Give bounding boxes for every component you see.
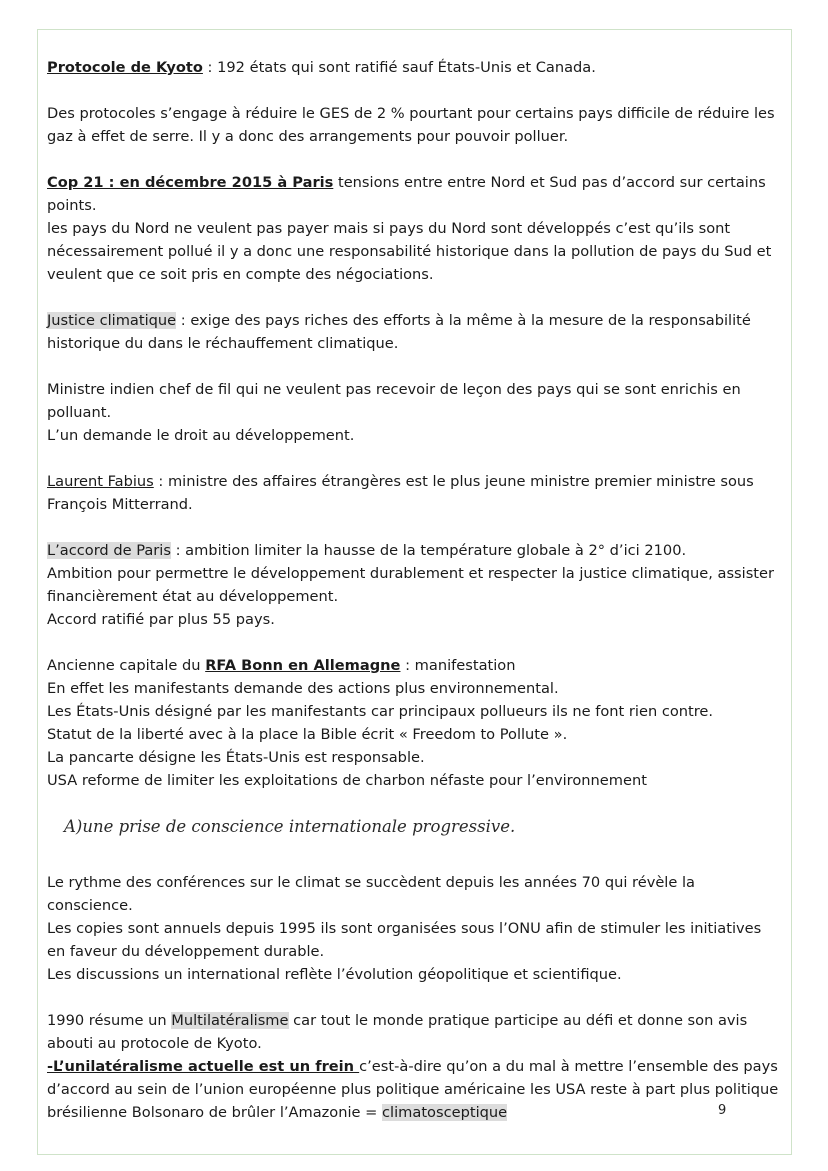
term-laurent-fabius: Laurent Fabius: [47, 473, 154, 490]
term-cop21: Cop 21 : en décembre 2015 à Paris: [47, 174, 334, 191]
term-rfa-bonn: RFA Bonn en Allemagne: [205, 657, 401, 674]
paragraph-justice: Justice climatique : exige des pays riches des efforts à la même à la mesure de la responsabilité historique du dans le réchauffement climatique.: [47, 312, 751, 352]
term-multilateralisme: Multilatéralisme: [171, 1012, 289, 1029]
term-kyoto: Protocole de Kyoto: [47, 59, 203, 76]
term-climatosceptique: climatosceptique: [382, 1104, 508, 1121]
paragraph-bonn: Ancienne capitale du RFA Bonn en Allemagne : manifestation En effet les manifestants demande des actions plus environnemental. Les États-Unis désigné par les manifestants car principaux pollueurs ils ne font rien contre. Statut de la liberté avec à la place la Bible écrit « Freedom to Pollute ». La pancarte désigne les États-Unis est responsable. USA reforme de limiter les exploitations de charbon néfaste pour l’environnement: [47, 657, 714, 789]
paragraph-kyoto: Protocole de Kyoto : 192 états qui sont ratifié sauf États-Unis et Canada.: [47, 59, 596, 76]
section-heading: A)une prise de conscience internationale progressive.: [64, 817, 516, 836]
paragraph-ministre-indien: Ministre indien chef de fil qui ne veulent pas recevoir de leçon des pays qui se sont enrichis en polluant. L’un demande le droit au développement.: [47, 381, 741, 444]
paragraph-fabius: Laurent Fabius : ministre des affaires étrangères est le plus jeune ministre premier ministre sous François Mitterrand.: [47, 473, 754, 513]
document-body: [47, 56, 782, 1147]
paragraph-conferences: Le rythme des conférences sur le climat se succèdent depuis les années 70 qui révèle la conscience. Les copies sont annuels depuis 1995 ils sont organisées sous l’ONU afin de stimuler les initiatives en faveur du développement durable. Les discussions un international reflète l’évolution géopolitique et scientifique.: [47, 874, 762, 983]
term-justice-climatique: Justice climatique: [47, 312, 177, 329]
term-unilateralisme: -L’unilatéralisme actuelle est un frein: [47, 1058, 360, 1075]
term-accord-paris: L’accord de Paris: [47, 542, 171, 559]
paragraph-multilateralisme: 1990 résume un Multilatéralisme car tout le monde pratique participe au défi et donne son avis abouti au protocole de Kyoto. -L’unilatéralisme actuelle est un frein c’est-à-dire qu’on a du mal à mettre l’ensemble des pays d’accord au sein de l’union européenne plus politique américaine les USA reste à part plus politique brésilienne Bolsonaro de brûler l’Amazonie = climatosceptique: [47, 1012, 779, 1121]
paragraph-cop21: Cop 21 : en décembre 2015 à Paris tensions entre entre Nord et Sud pas d’accord sur certains points. les pays du Nord ne veulent pas payer mais si pays du Nord sont développés c’est qu’ils sont nécessairement pollué il y a donc une responsabilité historique dans la pollution de pays du Sud et veulent que ce soit pris en compte des négociations.: [47, 174, 772, 283]
page-number: 9: [718, 1103, 727, 1118]
paragraph-protocoles: Des protocoles s’engage à réduire le GES de 2 % pourtant pour certains pays difficile de réduire les gaz à effet de serre. Il y a donc des arrangements pour pouvoir polluer.: [47, 105, 775, 145]
paragraph-accord-paris: L’accord de Paris : ambition limiter la hausse de la température globale à 2° d’ici 2100. Ambition pour permettre le développement durablement et respecter la justice climatique, assister financièrement état au développement. Accord ratifié par plus 55 pays.: [47, 542, 775, 628]
